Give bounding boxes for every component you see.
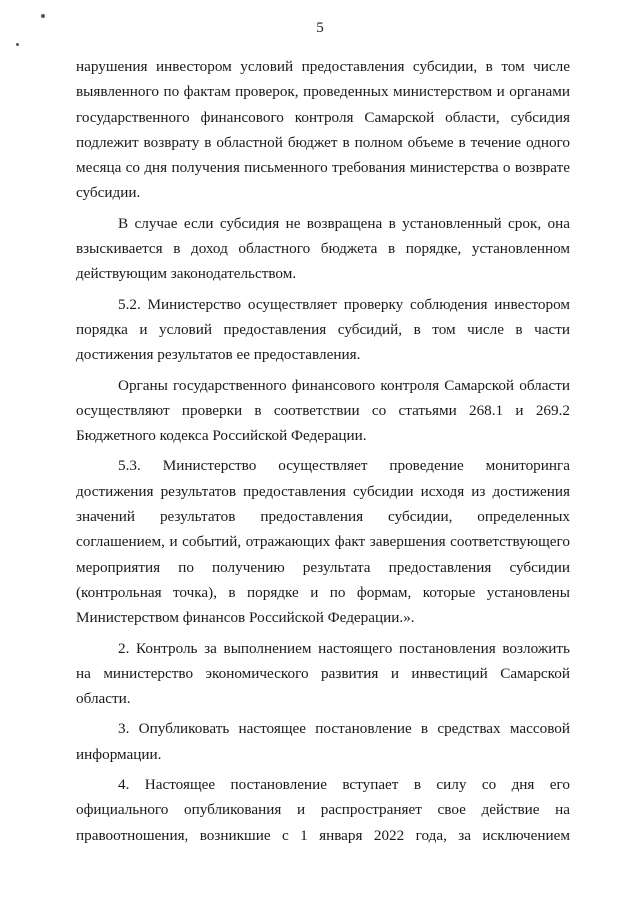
paragraph-publication: 3. Опубликовать настоящее постановление в средствах массовой информации. [76, 720, 570, 763]
scan-dot-mark [16, 43, 19, 46]
paragraph-monitoring: 5.3. Министерство осуществляет проведение мониторинга достижения результатов предоставления субсидии исходя из достижения значений результатов предоставления субсидии, определенных соглашением, и событий, отражающих факт завершения соответствующего мероприятия по получению результата предоставления субсидии (контрольная точка), в порядке и по формам, которые установлены Министерством финансов Российской Федерации.». [76, 457, 570, 627]
paragraph-entry-into-force: 4. Настоящее постановление вступает в силу со дня его официального опубликования и распространяет свое действие на правоотношения, возникшие с 1 января 2022 года, за исключением [76, 776, 570, 844]
page-number: 5 [316, 20, 324, 36]
paragraph-financial-control: Органы государственного финансового контроля Самарской области осуществляют проверки в соответствии со статьями 268.1 и 269.2 Бюджетного кодекса Российской Федерации. [76, 376, 570, 445]
paragraph-ministry-inspection: 5.2. Министерство осуществляет проверку соблюдения инвестором порядка и условий предоставления субсидий, в том числе в части достижения результатов ее предоставления. [76, 295, 570, 364]
paragraph-control-assignment: 2. Контроль за выполнением настоящего постановления возложить на министерство экономического развития и инвестиций Самарской области. [76, 639, 570, 708]
paragraph-subsidy-return: нарушения инвестором условий предоставления субсидии, в том числе выявленного по фактам проверок, проведенных министерством и органами государственного финансового контроля Самарской области, субсидия подлежит возврату в областной бюджет в полном объеме в течение одного месяца со дня получения письменного требования министерства о возврате субсидии. [76, 58, 570, 202]
scan-dot-mark [41, 14, 45, 18]
document-body [76, 54, 570, 848]
paragraph-subsidy-recovery: В случае если субсидия не возвращена в установленный срок, она взыскивается в доход областного бюджета в порядке, установленном действующим законодательством. [76, 214, 570, 283]
